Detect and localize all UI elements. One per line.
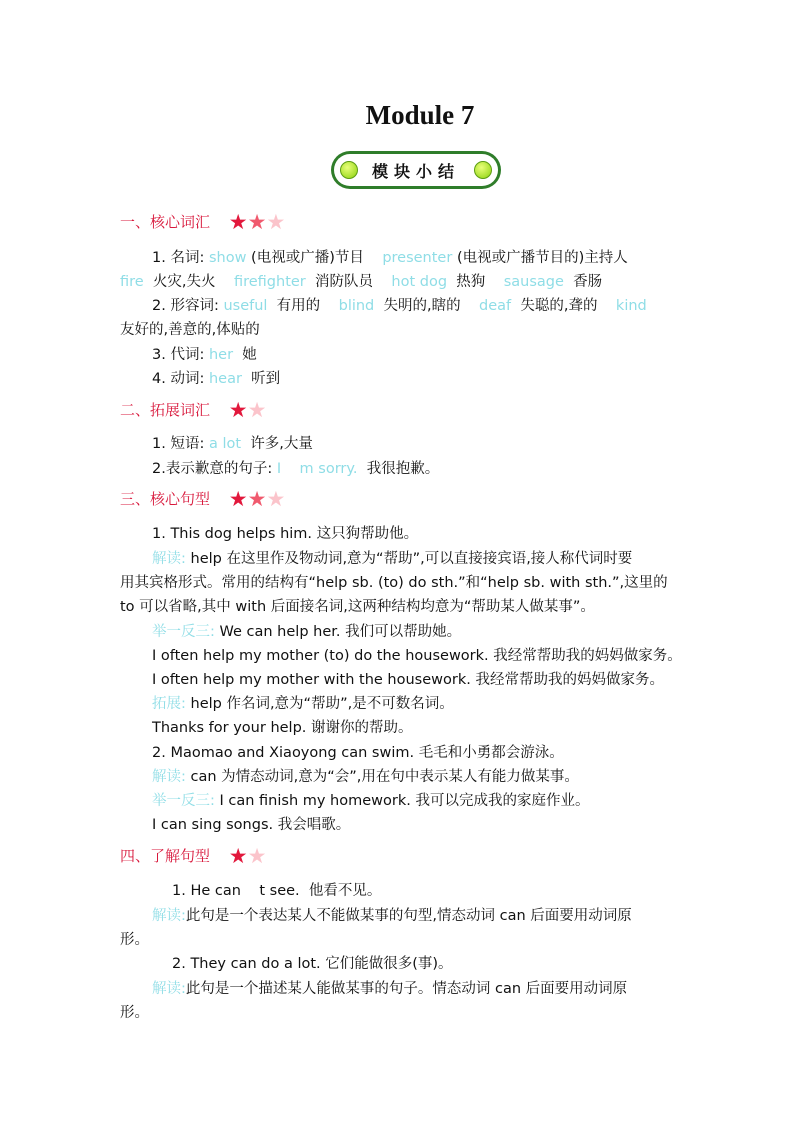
core-extension-example: Thanks for your help. 谢谢你的帮助。 (152, 720, 413, 736)
know-analysis-1-cont: 形。 (120, 932, 149, 948)
section-heading-extended-vocab: 二、拓展词汇 ★★ (120, 398, 267, 422)
core-sentence-2: 2. Maomao and Xiaoyong can swim. 毛毛和小勇都会游泳。 (152, 745, 564, 761)
vocab-adjectives-line-2: 友好的,善意的,体贴的 (120, 322, 260, 338)
core-example-3: I often help my mother with the housework. 我经常帮助我的妈妈做家务。 (152, 672, 664, 688)
section-heading-core-sentences: 三、核心句型 ★★★ (120, 487, 286, 511)
rating-stars (229, 489, 285, 511)
know-analysis-2-cont: 形。 (120, 1005, 149, 1021)
core-analysis-1-cont-2: to 可以省略,其中 with 后面接名词,这两种结构均意为“帮助某人做某事”。 (120, 599, 595, 615)
extend-phrase-line: 1. 短语: a lot 许多,大量 (152, 436, 313, 452)
core-example-1: 举一反三: We can help her. 我们可以帮助她。 (152, 624, 462, 640)
module-summary-badge (331, 151, 501, 189)
vocab-nouns-line-2: fire 火灾,失火 firefighter 消防队员 hot dog 热狗 sausage 香肠 (120, 274, 603, 290)
core-analysis-1-cont: 用其宾格形式。常用的结构有“help sb. (to) do sth.”和“help sb. with sth.”,这里的 (120, 575, 668, 591)
half-star-icon: ★ (247, 398, 267, 422)
vocab-pronoun-line: 3. 代词: her 她 (152, 347, 257, 363)
star-icon: ★ (228, 487, 248, 511)
left-dot-icon (340, 161, 358, 179)
section-heading-core-vocab: 一、核心词汇 ★★★ (120, 210, 286, 234)
core-sentence-1: 1. This dog helps him. 这只狗帮助他。 (152, 526, 419, 542)
core-example-5: I can sing songs. 我会唱歌。 (152, 817, 351, 833)
page-title: Module 7 (365, 100, 475, 130)
core-analysis-1: 解读: help 在这里作及物动词,意为“帮助”,可以直接接宾语,接人称代词时要 (152, 551, 633, 567)
rating-stars (229, 400, 267, 422)
vocab-adjectives-line: 2. 形容词: useful 有用的 blind 失明的,瞎的 deaf 失聪的,聋的 kind (152, 298, 647, 314)
core-example-2: I often help my mother (to) do the housework. 我经常帮助我的妈妈做家务。 (152, 648, 682, 664)
half-star-icon: ★ (266, 210, 286, 234)
core-extension: 拓展: help 作名词,意为“帮助”,是不可数名词。 (152, 696, 454, 712)
right-dot-icon (474, 161, 492, 179)
know-analysis-1: 解读:此句是一个表达某人不能做某事的句型,情态动词 can 后面要用动词原 (152, 908, 632, 924)
extend-sorry-line: 2.表示歉意的句子: I m sorry. 我很抱歉。 (152, 461, 440, 477)
half-star-icon: ★ (247, 844, 267, 868)
star-icon: ★ (247, 487, 267, 511)
badge-label: 模块小结 (371, 161, 460, 181)
vocab-nouns-line: 1. 名词: show (电视或广播)节目 presenter (电视或广播节目的)主持人 (152, 250, 628, 266)
half-star-icon: ★ (266, 487, 286, 511)
section-heading-know-sentences: 四、了解句型 ★★ (120, 844, 267, 868)
vocab-verb-line: 4. 动词: hear 听到 (152, 371, 281, 387)
know-sentence-1: 1. He can t see. 他看不见。 (172, 883, 382, 899)
star-icon: ★ (228, 844, 248, 868)
rating-stars (229, 212, 285, 234)
know-sentence-2: 2. They can do a lot. 它们能做很多(事)。 (172, 956, 453, 972)
core-example-4: 举一反三: I can finish my homework. 我可以完成我的家庭作业。 (152, 793, 590, 809)
star-icon: ★ (247, 210, 267, 234)
star-icon: ★ (228, 398, 248, 422)
star-icon: ★ (228, 210, 248, 234)
core-analysis-2: 解读: can 为情态动词,意为“会”,用在句中表示某人有能力做某事。 (152, 769, 579, 785)
rating-stars (229, 846, 267, 868)
know-analysis-2: 解读:此句是一个描述某人能做某事的句子。情态动词 can 后面要用动词原 (152, 981, 628, 997)
